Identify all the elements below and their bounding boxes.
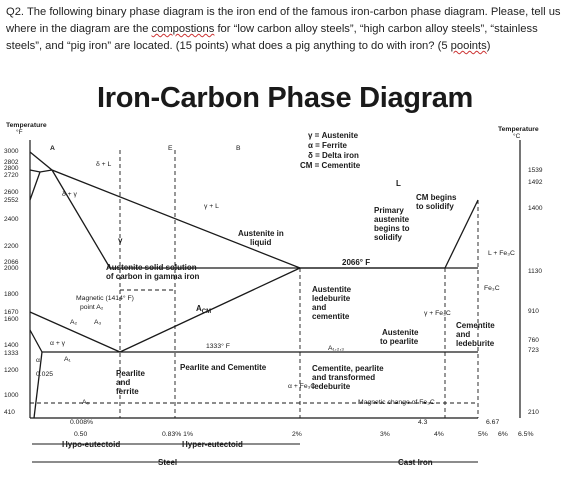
right-axis-title: Temperature <box>498 126 539 133</box>
phase-gamma-l: γ + L <box>204 203 219 210</box>
question-misspelled-word: pooints <box>450 40 487 52</box>
phase-fe3c: Fe₃C <box>484 285 500 292</box>
comp-5: 5% <box>478 431 488 438</box>
tick-f: 2200 <box>4 243 19 250</box>
primary-austenite-label: Primary <box>374 206 404 215</box>
tick-f: 2802 <box>4 159 19 166</box>
austenite-ledeburite-label: cementite <box>312 312 350 321</box>
dashed-lines <box>30 150 478 418</box>
tick-c: 723 <box>528 347 539 354</box>
tick-c: 1130 <box>528 268 542 275</box>
austenite-pearlite-label: Austenite <box>382 328 419 337</box>
tick-f: 2800 <box>4 165 19 172</box>
tick-f: 1670 <box>4 309 19 316</box>
acm-letter: A <box>196 304 202 313</box>
comp-3: 3% <box>380 431 390 438</box>
comp-4: 4% <box>434 431 444 438</box>
comp-0008: 0.008% <box>70 419 94 426</box>
austenite-liquid-label: Austenite in <box>238 229 284 238</box>
delta-boundary <box>30 170 52 172</box>
a0-label: A₀ <box>82 399 90 406</box>
cementite-pearlite-label: and transformed <box>312 373 376 382</box>
point-b: B <box>236 145 241 152</box>
solid-solution-label: of carbon in gamma iron <box>106 272 200 281</box>
comp-667: 6.67 <box>486 419 500 426</box>
question-part: for “low carbon alloy steels”, “high carbon alloy steels”, “stainless steels”, and “pig iron” are located. (15 points) what does a pig anything to do with iron? (5 <box>6 23 538 52</box>
primary-austenite-label: austenite <box>374 215 410 224</box>
pearlite-ferrite-label: and <box>116 378 131 387</box>
comp-083: 0.83% 1% <box>162 431 193 438</box>
phase-delta-l: δ + L <box>96 161 112 168</box>
tick-f: 2066 <box>4 259 19 266</box>
point-a: A <box>50 145 55 152</box>
tick-f: 2600 <box>4 189 19 196</box>
hyper-eutectoid-label: Hyper-eutectoid <box>182 440 243 449</box>
right-ticks <box>528 167 543 416</box>
acm-label <box>196 304 211 315</box>
comp-0025: 0.025 <box>36 371 54 378</box>
acm-subscript: CM <box>201 309 212 315</box>
pearlite-cementite-label: Pearlite and Cementite <box>180 363 267 372</box>
magnetic-point-label: Magnetic (1414° F) <box>76 295 134 302</box>
a3-label: A₃ <box>94 319 102 326</box>
comp-050: 0.50 <box>74 431 88 438</box>
tick-f: 1800 <box>4 291 19 298</box>
phase-delta-gamma: δ + γ <box>62 191 77 198</box>
tick-c: 1539 <box>528 167 543 174</box>
legend-cm: CM = Cementite <box>300 161 361 170</box>
phase-alpha-fe3c: α + Fe₃C <box>288 383 316 390</box>
left-axis-unit: °F <box>16 129 23 136</box>
comp-6: 6% <box>498 431 508 438</box>
phase-alpha-gamma: α + γ <box>50 340 66 347</box>
tick-c: 760 <box>528 337 539 344</box>
tick-f: 1600 <box>4 316 19 323</box>
austenite-ledeburite-label: ledeburite <box>312 294 351 303</box>
solid-solution-label: Austenite solid solution <box>106 263 197 272</box>
tick-c: 910 <box>528 308 539 315</box>
legend <box>300 131 361 170</box>
cementite-ledeburite-label: and <box>456 330 471 339</box>
diagram-title: Iron-Carbon Phase Diagram <box>96 82 474 114</box>
tick-c: 1492 <box>528 179 543 186</box>
tick-f: 1200 <box>4 367 19 374</box>
left-axis-title: Temperature <box>6 122 47 129</box>
point-l: L <box>396 179 401 188</box>
a2-label: A₂ <box>70 319 78 326</box>
a123-label: A₁,₂,₃ <box>328 345 345 352</box>
question-part: ) <box>486 40 491 52</box>
phase-cm-l: L + Fe₃C <box>488 250 515 257</box>
pearlite-ferrite-label: ferrite <box>116 387 139 396</box>
magnetic-point-label: point A₂ <box>80 304 104 311</box>
tick-f: 2720 <box>4 172 19 179</box>
tick-f: 2552 <box>4 197 19 204</box>
question-part: Q2. The following binary phase diagram is the iron end of the famous iron-carbon phase diagram. Please, tell us where in the diagram are the <box>6 6 561 35</box>
austenite-pearlite-label: to pearlite <box>380 337 419 346</box>
point-e: E <box>168 145 173 152</box>
question-misspelled-word: compostions <box>151 23 215 35</box>
legend-gamma: γ = Austenite <box>308 131 359 140</box>
cast-iron-label: Cast Iron <box>398 458 433 467</box>
tick-f: 410 <box>4 409 15 416</box>
right-axis-unit: °C <box>513 133 521 140</box>
tick-f: 1400 <box>4 342 19 349</box>
hypo-eutectoid-label: Hypo-eutectoid <box>62 440 121 449</box>
eutectoid-temperature: 1333° F <box>206 343 230 350</box>
austenite-ledeburite-label: and <box>312 303 327 312</box>
comp-2: 2% <box>292 431 302 438</box>
cementite-pearlite-label: ledeburite <box>312 382 351 391</box>
comp-65: 6.5% <box>518 431 534 438</box>
legend-alpha: α = Ferrite <box>308 141 347 150</box>
tick-f: 1000 <box>4 392 19 399</box>
cementite-ledeburite-label: ledeburite <box>456 339 495 348</box>
austenite-ledeburite-label: Austentite <box>312 285 352 294</box>
cementite-ledeburite-label: Cementite <box>456 321 495 330</box>
delta-gamma-boundary <box>30 172 40 200</box>
tick-f: 1333 <box>4 350 19 357</box>
tick-f: 2000 <box>4 265 19 272</box>
primary-austenite-label: solidify <box>374 233 403 242</box>
magnetic-fe3c-label: Magnetic change of Fe₃C <box>358 399 435 406</box>
tick-f: 2400 <box>4 216 19 223</box>
cementite-pearlite-label: Cementite, pearlite <box>312 364 384 373</box>
comp-43: 4.3 <box>418 419 428 426</box>
primary-austenite-label: begins to <box>374 224 410 233</box>
pearlite-ferrite-label: Pearlite <box>116 369 145 378</box>
cm-begins-label: CM begins <box>416 193 457 202</box>
phase-gamma: γ <box>118 236 123 245</box>
alpha-gamma-boundary <box>30 330 42 352</box>
phase-boundaries <box>30 152 478 418</box>
a1-label: A₁ <box>64 356 71 363</box>
steel-label: Steel <box>158 458 178 467</box>
cm-begins-label: to solidify <box>416 202 454 211</box>
legend-delta: δ = Delta iron <box>308 151 359 160</box>
eutectic-temperature: 2066° F <box>342 258 371 267</box>
left-ticks <box>4 148 19 416</box>
solidus-line <box>52 170 110 268</box>
tick-c: 1400 <box>528 205 543 212</box>
a3-line <box>30 312 120 352</box>
phase-gamma-fe3c: γ + Fe₃C <box>424 310 451 317</box>
tick-c: 210 <box>528 409 539 416</box>
phase-alpha: α <box>36 357 40 364</box>
tick-f: 3000 <box>4 148 19 155</box>
austenite-liquid-label: liquid <box>250 238 272 247</box>
